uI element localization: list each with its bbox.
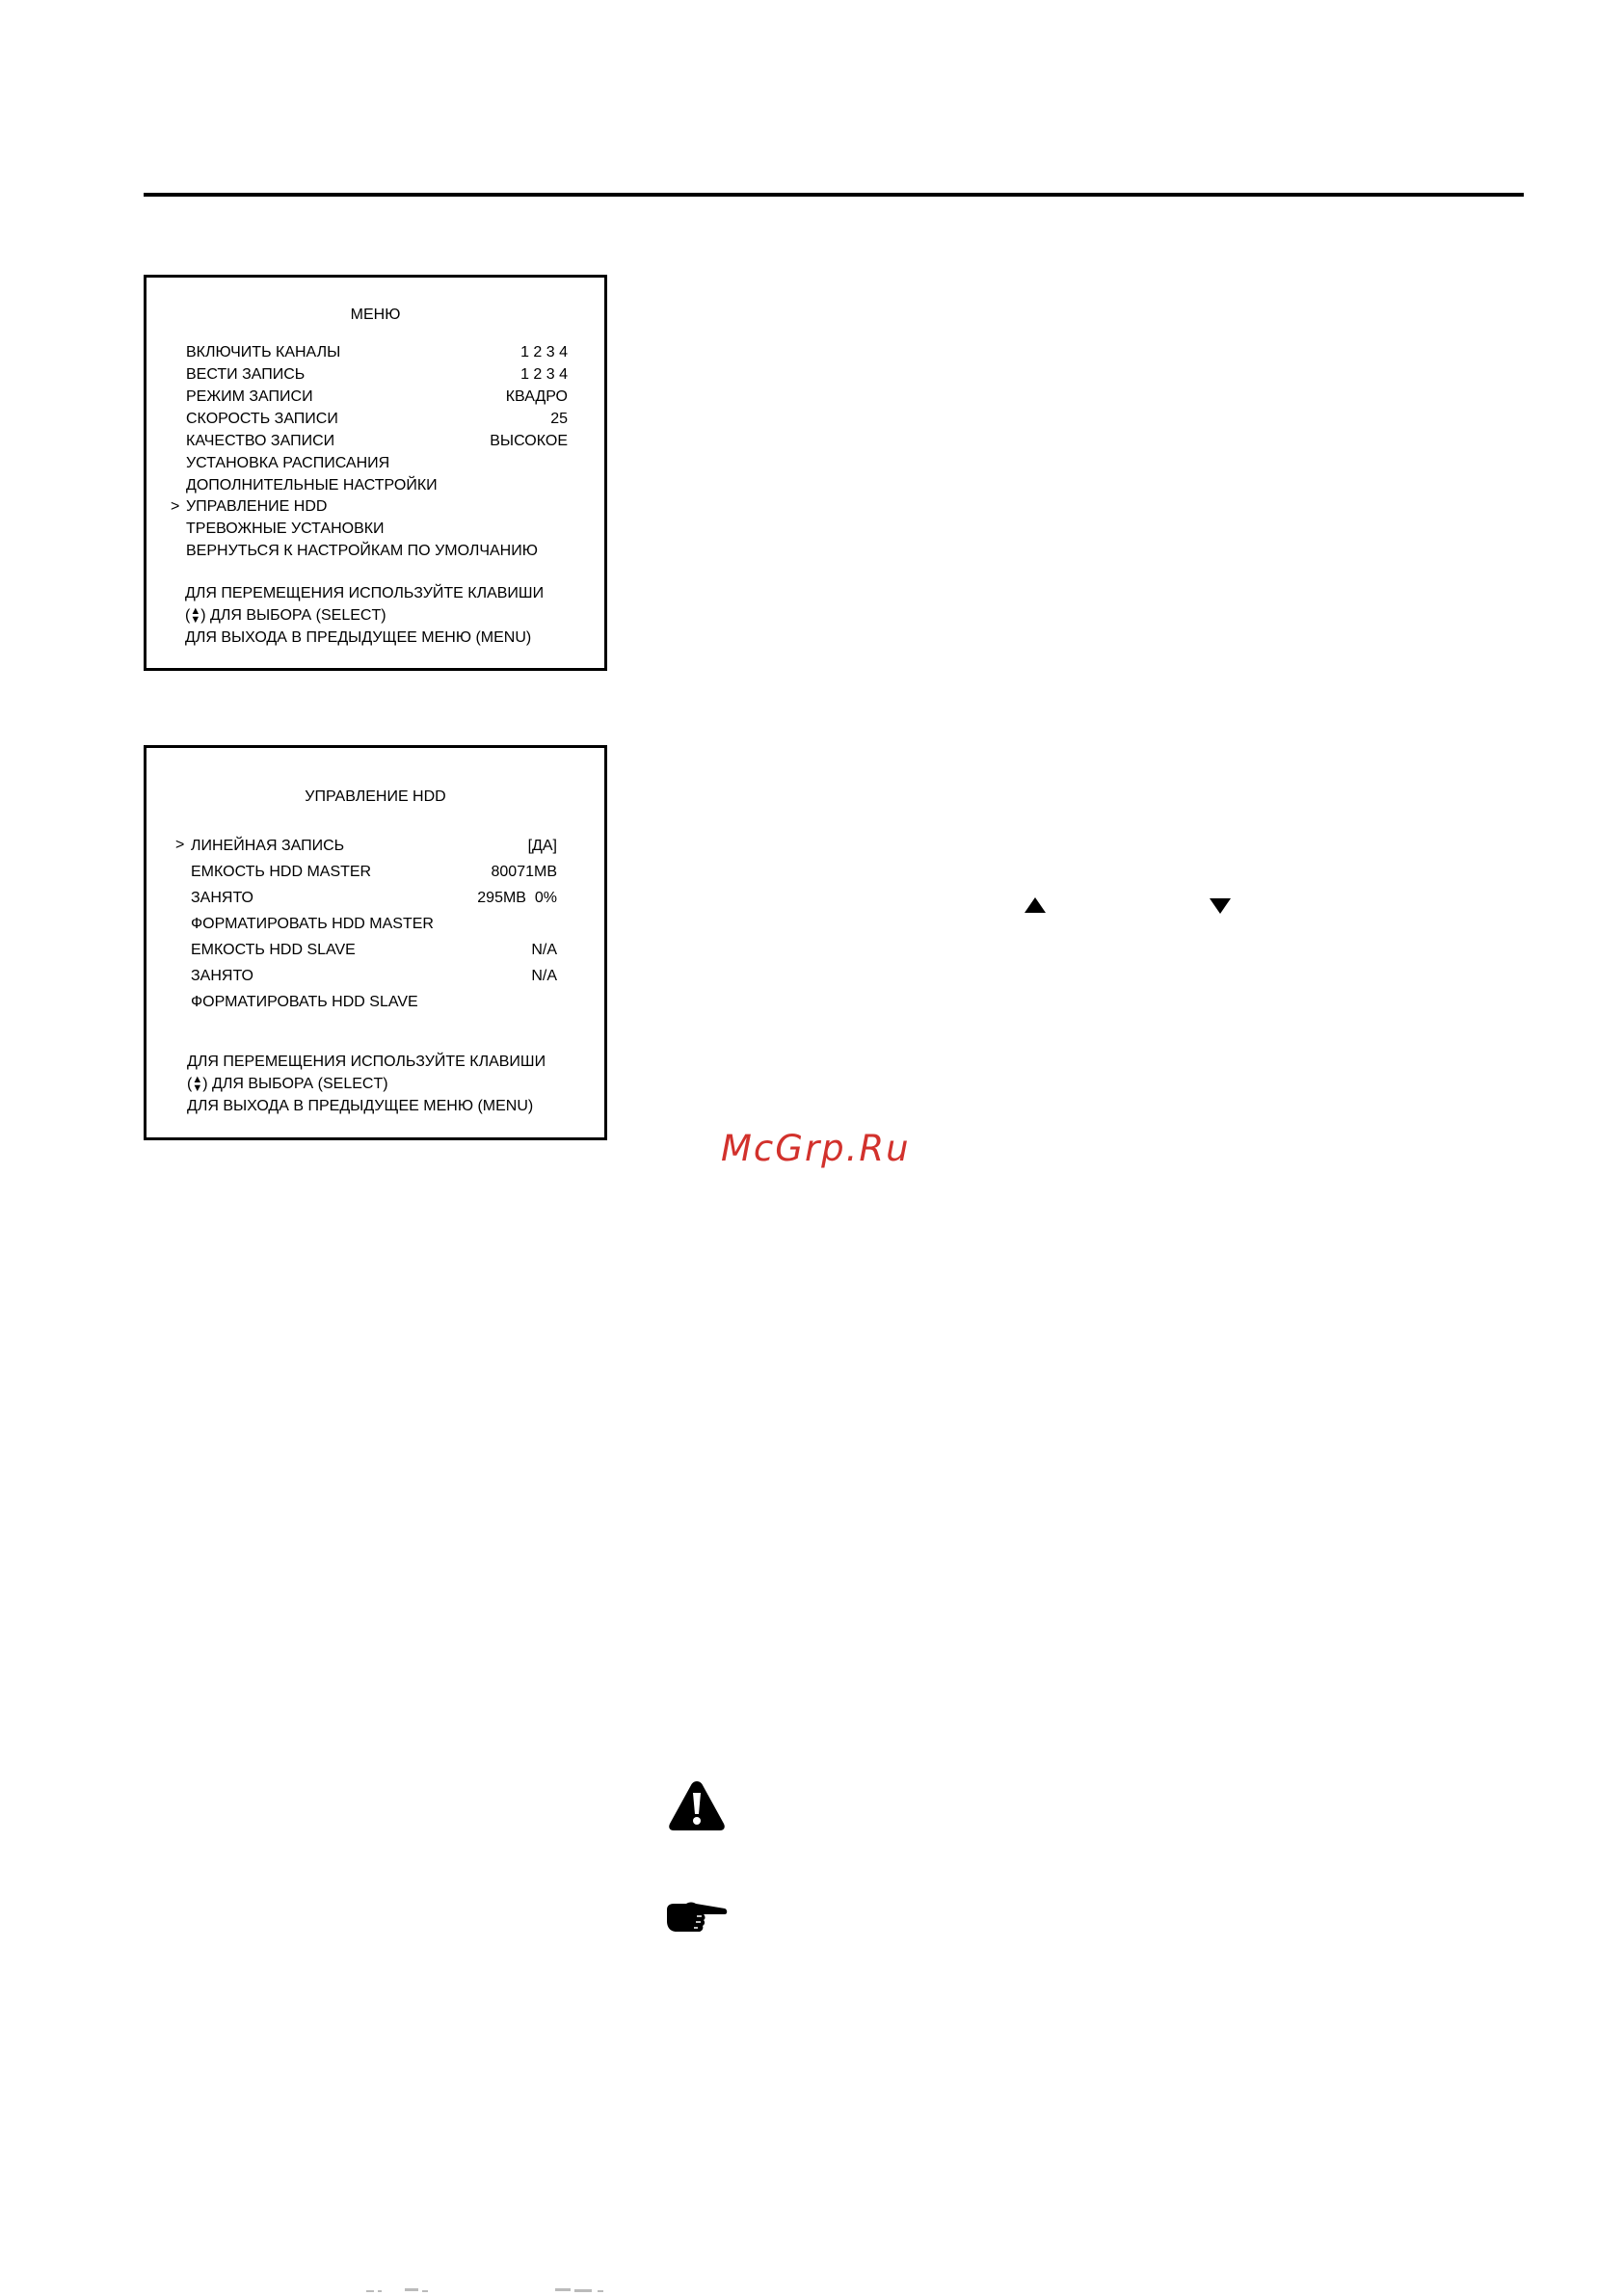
hdd-menu-title: УПРАВЛЕНИЕ HDD xyxy=(305,788,446,805)
up-down-arrows-icon: ▲ ▼ xyxy=(190,604,201,626)
triangle-down-icon xyxy=(1210,898,1231,914)
help-line-2: (▲ ▼) ДЛЯ ВЫБОРА (SELECT) xyxy=(185,604,386,626)
hdd-menu-panel: УПРАВЛЕНИЕ HDD > ЛИНЕЙНАЯ ЗАПИСЬ [ДА] ЕМКОСТЬ HDD MASTER 80071MB ЗАНЯТО 295MB 0% ФОРМАТИРОВАТЬ HDD MASTER ЕМКОСТЬ HDD SLAVE N/A ЗАНЯТО N/A ФОРМАТИРОВАТЬ HDD SLAVE ДЛЯ ПЕРЕМЕЩЕНИЯ ИСПОЛЬЗУЙТЕ КЛАВИШИ (▲ ▼) ДЛЯ ВЫБОРА (SELECT) ДЛЯ ВЫХОДА В ПРЕДЫДУЩЕЕ МЕНЮ (MENU) xyxy=(144,745,607,1140)
hdd-help-line-2: (▲ ▼) ДЛЯ ВЫБОРА (SELECT) xyxy=(187,1073,388,1094)
help-line-3: ДЛЯ ВЫХОДА В ПРЕДЫДУЩЕЕ МЕНЮ (MENU) xyxy=(185,629,532,646)
menu-cursor: > xyxy=(171,498,180,515)
hdd-menu-cursor: > xyxy=(175,837,185,853)
watermark: McGrp.Ru xyxy=(721,1128,911,1169)
up-down-arrows-icon: ▲ ▼ xyxy=(192,1073,203,1094)
main-menu-panel: МЕНЮ ВКЛЮЧИТЬ КАНАЛЫ 1 2 3 4 ВЕСТИ ЗАПИСЬ 1 2 3 4 РЕЖИМ ЗАПИСИ КВАДРО СКОРОСТЬ ЗАПИСИ 25 КАЧЕСТВО ЗАПИСИ ВЫСОКОЕ УСТАНОВКА РАСПИСАНИЯ ДОПОЛНИТЕЛЬНЫЕ НАСТРОЙКИ > УПРАВЛЕНИЕ HDD ТРЕВОЖНЫЕ УСТАНОВКИ ВЕРНУТЬСЯ К НАСТРОЙКАМ ПО УМОЛЧАНИЮ ДЛЯ ПЕРЕМЕЩЕНИЯ ИСПОЛЬЗУЙТЕ КЛАВИШИ (▲ ▼) ДЛЯ ВЫБОРА (SELECT) ДЛЯ ВЫХОДА В ПРЕДЫДУЩЕЕ МЕНЮ (MENU) xyxy=(144,275,607,671)
header-rule xyxy=(144,193,1524,197)
hdd-help-line-1: ДЛЯ ПЕРЕМЕЩЕНИЯ ИСПОЛЬЗУЙТЕ КЛАВИШИ xyxy=(187,1054,546,1070)
hdd-help-line-3: ДЛЯ ВЫХОДА В ПРЕДЫДУЩЕЕ МЕНЮ (MENU) xyxy=(187,1098,534,1114)
menu-title: МЕНЮ xyxy=(350,307,401,323)
pointing-hand-icon xyxy=(665,1900,729,1935)
triangle-up-icon xyxy=(1025,897,1046,913)
footer-marks xyxy=(366,2288,646,2294)
help-line-1: ДЛЯ ПЕРЕМЕЩЕНИЯ ИСПОЛЬЗУЙТЕ КЛАВИШИ xyxy=(185,585,545,601)
warning-icon xyxy=(668,1779,726,1831)
